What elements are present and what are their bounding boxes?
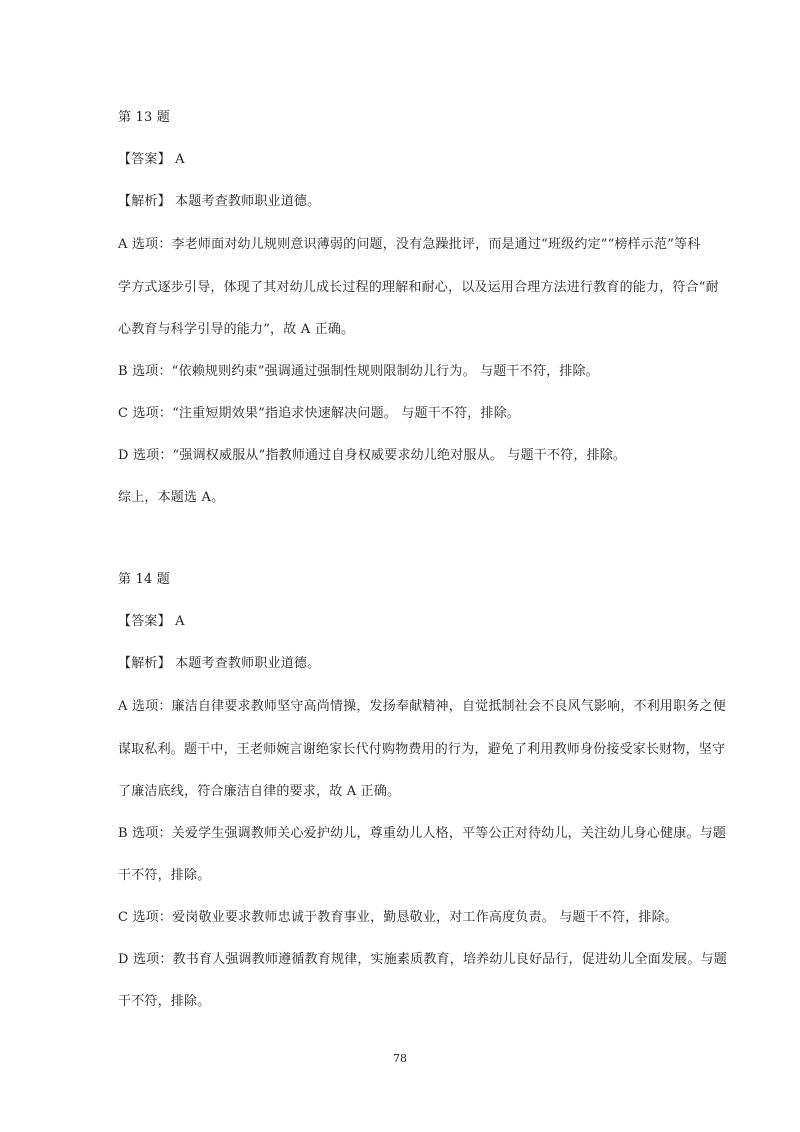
question-13-option-c: C 选项：“注重短期效果”指追求快速解决问题。 与题干不符，排除。 (118, 406, 521, 421)
question-13-option-a-line-1: A 选项：李老师面对幼儿规则意识薄弱的问题，没有急躁批评，而是通过“班级约定”“榜样示范”等科 (118, 237, 701, 252)
question-14-heading: 第 14 题 (118, 572, 171, 587)
question-14-analysis: 【解析】 本题考查教师职业道德。 (118, 656, 321, 671)
question-14-option-d-line-1: D 选项：教书育人强调教师遵循教育规律，实施素质教育，培养幼儿良好品行，促进幼儿全面发展。与题 (118, 952, 727, 967)
question-14-option-d-line-2: 干不符，排除。 (118, 994, 211, 1009)
page-number: 78 (393, 1052, 407, 1065)
question-14-option-a-line-3: 了廉洁底线，符合廉洁自律的要求，故 A 正确。 (118, 784, 401, 799)
question-13-conclusion: 综上，本题选 A。 (118, 490, 225, 505)
question-13-option-d: D 选项：“强调权威服从”指教师通过自身权威要求幼儿绝对服从。 与题干不符，排除。 (118, 448, 627, 463)
question-13-heading: 第 13 题 (118, 110, 171, 125)
question-14-option-b-line-1: B 选项：关爱学生强调教师关心爱护幼儿，尊重幼儿人格，平等公正对待幼儿，关注幼儿身心健康。与题 (118, 826, 727, 841)
question-14-option-a-line-1: A 选项：廉洁自律要求教师坚守高尚情操，发扬奉献精神，自觉抵制社会不良风气影响，不利用职务之便 (118, 699, 726, 714)
question-14-answer: 【答案】 A (118, 614, 185, 629)
question-13-analysis: 【解析】 本题考查教师职业道德。 (118, 194, 321, 209)
question-13-answer: 【答案】 A (118, 152, 185, 167)
question-14-option-c: C 选项：爱岗敬业要求教师忠诚于教育事业，勤恳敬业，对工作高度负责。 与题干不符，排除。 (118, 910, 679, 925)
question-13-option-a-line-3: 心教育与科学引导的能力”，故 A 正确。 (118, 322, 355, 337)
question-13-option-b: B 选项：“依赖规则约束”强调通过强制性规则限制幼儿行为。 与题干不符，排除。 (118, 364, 599, 379)
question-14-option-a-line-2: 谋取私利。题干中，王老师婉言谢绝家长代付购物费用的行为，避免了利用教师身份接受家长财物，坚守 (118, 742, 726, 757)
question-13-option-a-line-2: 学方式逐步引导，体现了其对幼儿成长过程的理解和耐心，以及运用合理方法进行教育的能力，符合“耐 (118, 280, 719, 295)
question-14-option-b-line-2: 干不符，排除。 (118, 868, 211, 883)
